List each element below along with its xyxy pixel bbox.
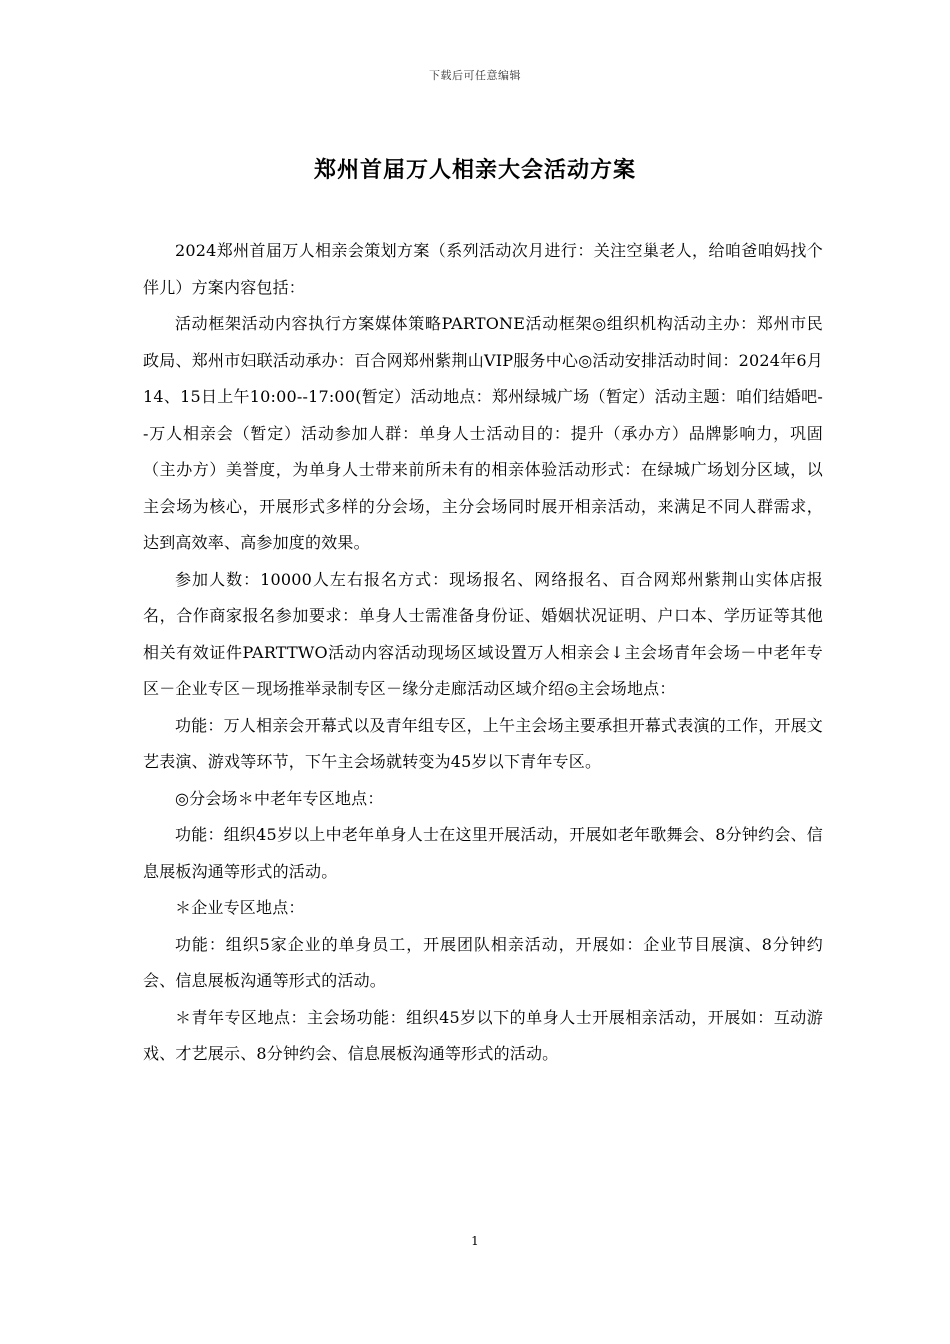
page-header-note: 下载后可任意编辑 (429, 69, 521, 82)
paragraph-youth-zone: ＊青年专区地点：主会场功能：组织45岁以下的单身人士开展相亲活动，开展如：互动游戏、才艺展示、8分钟约会、信息展板沟通等形式的活动。 (143, 1007, 823, 1063)
paragraph-framework: 活动框架活动内容执行方案媒体策略PARTONE活动框架◎组织机构活动主办：郑州市民政局、郑州市妇联活动承办：百合网郑州紫荆山VIP服务中心◎活动安排活动时间：2024年6月14、15日上午10:00--17:00(暂定）活动地点：郑州绿城广场（暂定）活动主题：咱们结婚吧--万人相亲会（暂定）活动参加人群：单身人士活动目的：提升（承办方）品牌影响力，巩固（主办方）美誉度，为单身人士带来前所未有的相亲体验活动形式：在绿城广场划分区域，以主会场为核心，开展形式多样的分会场，主分会场同时展开相亲活动，来满足不同人群需求，达到高效率、高参加度的效果。 (143, 314, 823, 552)
paragraph-enterprise-zone-function: 功能：组织5家企业的单身员工，开展团队相亲活动，开展如：企业节目展演、8分钟约会、信息展板沟通等形式的活动。 (143, 934, 823, 990)
page-number: 1 (471, 1234, 479, 1248)
paragraph-senior-zone-location: ◎分会场＊中老年专区地点： (175, 788, 384, 808)
paragraph-main-venue-function: 功能：万人相亲会开幕式以及青年组专区，上午主会场主要承担开幕式表演的工作，开展文艺表演、游戏等环节，下午主会场就转变为45岁以下青年专区。 (143, 715, 824, 771)
document-body (143, 233, 823, 1073)
document-title: 郑州首届万人相亲大会活动方案 (313, 157, 636, 183)
paragraph-intro: 2024郑州首届万人相亲会策划方案（系列活动次月进行：关注空巢老人，给咱爸咱妈找个伴儿）方案内容包括： (143, 241, 823, 297)
paragraph-senior-zone-function: 功能：组织45岁以上中老年单身人士在这里开展活动，开展如老年歌舞会、8分钟约会、信息展板沟通等形式的活动。 (143, 825, 823, 881)
paragraph-participants: 参加人数：10000人左右报名方式：现场报名、网络报名、百合网郑州紫荆山实体店报名，合作商家报名参加要求：单身人士需准备身份证、婚姻状况证明、户口本、学历证等其他相关有效证件PARTTWO活动内容活动现场区域设置万人相亲会↓主会场青年会场－中老年专区－企业专区－现场推举录制专区－缘分走廊活动区域介绍◎主会场地点： (143, 569, 823, 698)
paragraph-enterprise-zone-location: ＊企业专区地点： (175, 898, 305, 917)
